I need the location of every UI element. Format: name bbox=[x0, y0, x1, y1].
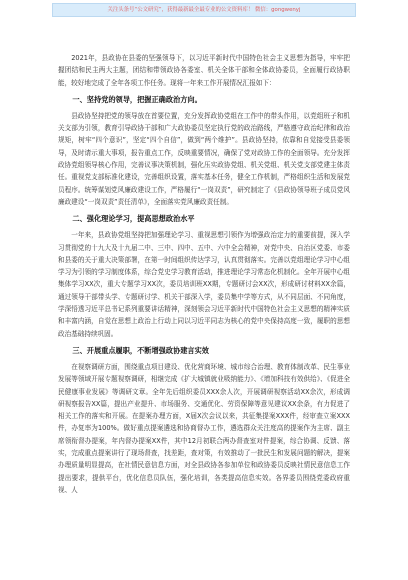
section-2-title: 二、强化理论学习，提高思想政治水平 bbox=[72, 214, 195, 224]
top-banner[interactable]: 关注头条号“公文研究”，获得最新最全最专业的公文资料库！ 微信：gongwenyj bbox=[52, 3, 356, 17]
intro-paragraph: 2021年，县政协在县委的坚强领导下，以习近平新时代中国特色社会主义思想为指导，牢牢把握团结和民主两大主题，团结和带领政协各委室、机关全体干部和全体政协委员，全面履行政协职能，较好地完成了全年各项工作任务。现将一年来工作开展情况汇报如下： bbox=[58, 54, 350, 87]
section-3-title: 三、开展重点履职，不断增强政协建言实效 bbox=[72, 345, 209, 355]
document-page bbox=[58, 52, 350, 572]
section-1-title: 一、坚持党的领导，把握正确政治方向。 bbox=[72, 94, 202, 104]
section-1-paragraph: 县政协坚持把党的领导放在首要位置，充分发挥政协党组在工作中的带头作用，以党组班子和机关支部为引领，教育引导政协干部和广大政协委员坚定执行党的政治路线，严格遵守政治纪律和政治规矩，树牢“四个意识”，坚定“四个自信”，做到“两个维护”。县政协坚持，依靠和自觉接受县委领导，及时请示重大事项，报告重点工作，反映重要情况，确保了党对政协工作的全面领导。充分发挥政协党组领导核心作用，完善议事决策机制，强化压实政协党组、机关党组、机关党支部党建主体责任。重视党支部标准化建设，完善组织设置，落实基本任务，健全工作机制，严格组织生活和发展党员程序。统筹谋划党风廉政建设工作，严格履行“一岗双责”，研究制定了《县政协领导班子成员党风廉政建设“一岗双责”责任清单》，全面落实党风廉政责任制。 bbox=[58, 111, 350, 206]
section-3-paragraph: 在视察调研方面，围绕重点项目建设、优化营商环境、城市综合治理、教育体制改革、民生事业发展等领域开展专题视察调研，相继完成《扩大城镇就业吸纳能力》、《增加科技有效供给》、《促进全民健康事业发展》等调研文章。全年先后组织委员XXX余人次，开展调研视察活动XX余次，形成调研视察报告XX篇，提出产业提升、市场服务、交通优化、劳资保障等意见建议XX余条，有力促进了相关工作的落实和开展。在提案办理方面，X届X次会议以来，共征集提案XXX件，经审查立案XXX件，办复率为100%。做好重点提案遴选和协商督办工作，遴选群众关注度高的提案作为主席、副主席领衔督办提案，年内督办提案XX件，其中12月初联合两办督查室对件提案，综合协调、反馈、落实，完成重点提案讲行了现场督查，找差距，查对策，有效推动了一批民生和发展问题的解决，提案办理质量明显提高，在社情民意信息方面，对全县政协各参加单位和政协委员反映社情民意信息工作提出要求，提供平台，优化信息员队伍，强化培训，各类提高信息实效。各界委员围绕党委政府重视、人 bbox=[58, 362, 350, 494]
section-2-paragraph: 一年来，县政协党组坚持把加强理论学习、重视思想引领作为增强政治定力的重要前提，深入学习贯彻党的十九大及十九届二中、三中、四中、五中、六中全会精神，对党中央、自治区党委、市委和县委的关于重大决策部署，在第一时间组织传达学习，认真贯彻落实。完善以党组理论学习中心组学习为引领的学习制度体系，综合党史学习教育活动，推进理论学习常态化机制化。全年开展中心组集体学习XX次，重大专题学习XX次，委员培训班XX期，专题研讨会XX次，形成研讨材料XX余篇，通过领导干部带头学、专题研讨学、机关干部深入学，委员集中学等方式，从不同层面、不同角度，学深悟透习近平总书记系列重要讲话精神，深刻领会习近平新时代中国特色社会主义思想的精神实质和丰富内涵，自觉在思想上政治上行动上同以习近平同志为核心的党中央保持高度一致，履职的思想政治基础持续巩固。 bbox=[58, 231, 350, 338]
